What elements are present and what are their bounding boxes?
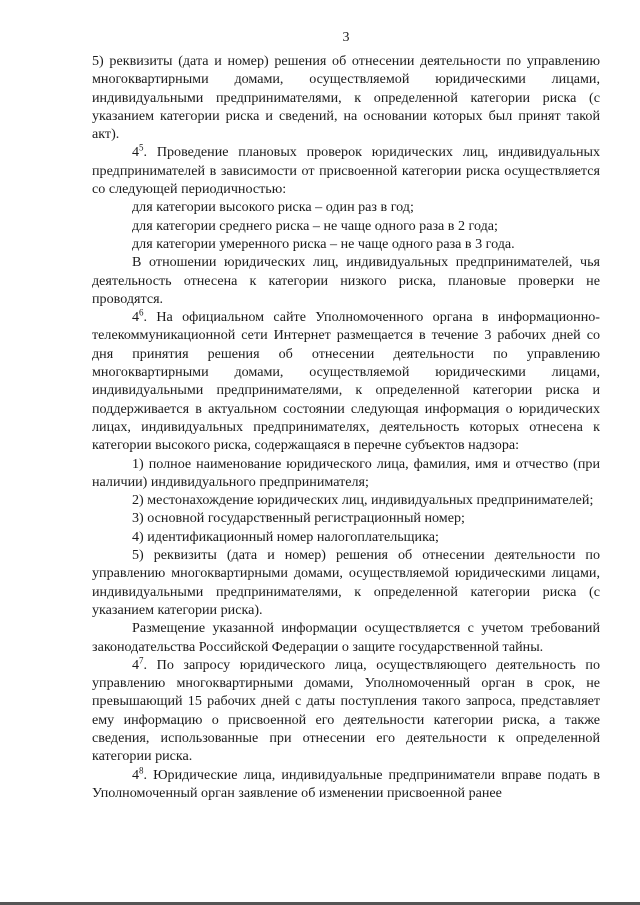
paragraph-4-8-application: $4^8$. Юридические лица, индивидуальные предприниматели вправе подать в Уполномоченный орган заявление об изменении присвоенной ранее	[92, 764, 600, 801]
paragraph-low-risk: В отношении юридических лиц, индивидуальных предпринимателей, чья деятельность отнесена к категории низкого риска, плановые проверки не проводятся.	[92, 254, 600, 307]
list-item-moderate-risk: для категории умеренного риска – не чаще одного раза в 3 года.	[132, 235, 515, 252]
paragraph-4-6-publication: $4^6$. На официальном сайте Уполномоченного органа в информационно-телекоммуникационной сети Интернет размещается в течение 3 рабочих дней со дня принятия решения об отнесении деятельности по управлению многоквартирными домами, осуществляемой юридическими лицами, индивидуальными предпринимателями, к определенной категории риска и поддерживается в актуальном состоянии следующая информация о юридических лицах, индивидуальных предпринимателях, деятельность которых отнесена к категории высокого риска, содержащаяся в перечне субъектов надзора:	[92, 307, 600, 454]
list-item-inn: 4) идентификационный номер налогоплательщика;	[132, 528, 439, 545]
list-item-high-risk: для категории высокого риска – один раз в год;	[132, 199, 414, 216]
list-item-decision-requisites: 5) реквизиты (дата и номер) решения об отнесении деятельности по управлению многоквартирными домами, осуществляемой юридическими лицами, индивидуальными предпринимателями, к определенной категории риска (с указанием категории риска).	[92, 547, 600, 618]
paragraph-4-7-request: $4^7$. По запросу юридического лица, осуществляющего деятельность по управлению многоквартирными домами, Уполномоченный орган в срок, не превышающий 15 рабочих дней с даты поступления такого запроса, представляет ему информацию о присвоенной его деятельности категории риска, а также сведения, использованные при отнесении его деятельности к определенной категории риска.	[92, 655, 600, 765]
list-item-full-name: 1) полное наименование юридического лица, фамилия, имя и отчество (при наличии) индивидуального предпринимателя;	[92, 455, 600, 490]
paragraph-4-5-periodicity: $4^5$. Проведение плановых проверок юридических лиц, индивидуальных предпринимателей в зависимости от присвоенной категории риска осуществляется со следующей периодичностью:	[92, 142, 600, 198]
list-item-ogrn: 3) основной государственный регистрационный номер;	[132, 510, 465, 527]
list-item-location: 2) местонахождение юридических лиц, индивидуальных предпринимателей;	[132, 492, 594, 509]
paragraph-requisites-decision: 5) реквизиты (дата и номер) решения об отнесении деятельности по управлению многоквартирными домами, осуществляемой юридическими лицами, индивидуальными предпринимателями, к определенной категории риска (с указанием категории риска и сведений, на основании которых был принят такой акт).	[92, 53, 600, 143]
page-number: 3	[342, 30, 350, 45]
paragraph-state-secret: Размещение указанной информации осуществляется с учетом требований законодательства Российской Федерации о защите государственной тайны.	[92, 620, 600, 655]
list-item-medium-risk: для категории среднего риска – не чаще одного раза в 2 года;	[132, 217, 498, 234]
